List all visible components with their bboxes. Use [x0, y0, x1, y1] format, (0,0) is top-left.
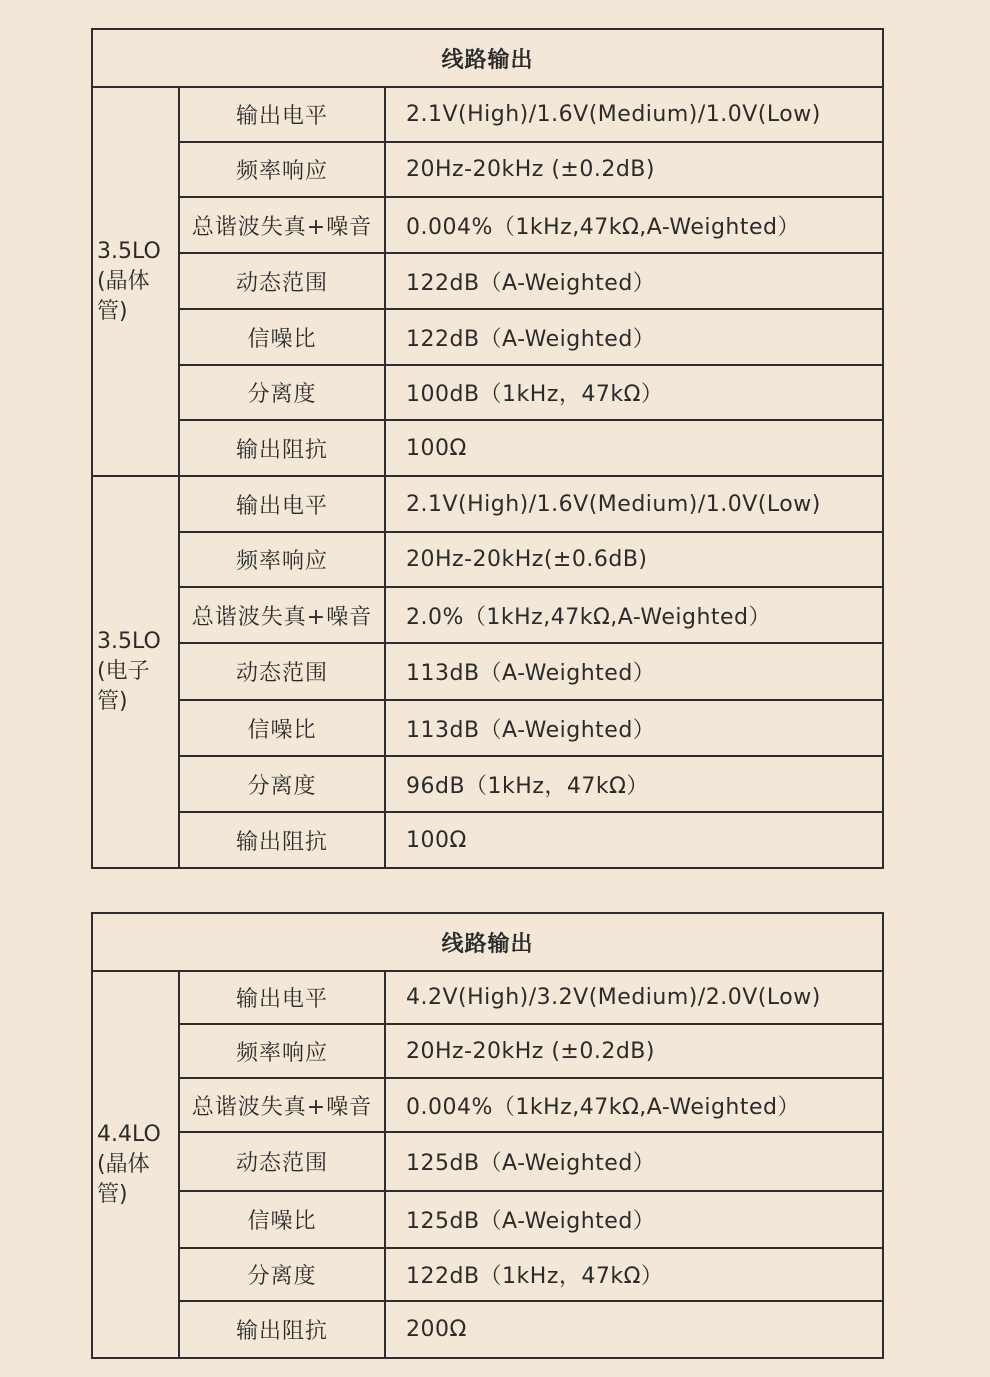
param-value: 200Ω — [385, 1301, 883, 1358]
param-value: 96dB（1kHz，47kΩ） — [385, 756, 883, 812]
param-value: 0.004%（1kHz,47kΩ,A-Weighted） — [385, 1078, 883, 1132]
table-row — [92, 756, 883, 812]
param-name: 信噪比 — [179, 1191, 385, 1248]
line-output-table-1 — [91, 28, 884, 869]
param-name: 频率响应 — [179, 1024, 385, 1078]
param-value: 20Hz-20kHz (±0.2dB) — [385, 1024, 883, 1078]
param-value: 122dB（A-Weighted） — [385, 253, 883, 309]
param-name: 总谐波失真+噪音 — [179, 197, 385, 253]
table-title: 线路输出 — [92, 29, 883, 87]
spec-group — [92, 971, 883, 1358]
param-name: 总谐波失真+噪音 — [179, 587, 385, 643]
group-label: 3.5LO (晶体 管) — [92, 87, 179, 476]
table-row — [92, 1132, 883, 1191]
param-value: 113dB（A-Weighted） — [385, 643, 883, 700]
param-value: 2.0%（1kHz,47kΩ,A-Weighted） — [385, 587, 883, 643]
table-row — [92, 142, 883, 197]
param-name: 输出阻抗 — [179, 1301, 385, 1358]
param-name: 频率响应 — [179, 532, 385, 587]
param-value: 100Ω — [385, 420, 883, 476]
param-name: 信噪比 — [179, 309, 385, 365]
table-row — [92, 309, 883, 365]
param-value: 113dB（A-Weighted） — [385, 700, 883, 756]
spec-group — [92, 87, 883, 476]
table-row — [92, 587, 883, 643]
table-header-row — [92, 913, 883, 971]
param-value: 125dB（A-Weighted） — [385, 1191, 883, 1248]
param-value: 4.2V(High)/3.2V(Medium)/2.0V(Low) — [385, 971, 883, 1024]
table-row — [92, 812, 883, 868]
table-row — [92, 420, 883, 476]
param-value: 122dB（1kHz，47kΩ） — [385, 1248, 883, 1301]
table-title: 线路输出 — [92, 913, 883, 971]
param-name: 动态范围 — [179, 1132, 385, 1191]
table-row — [92, 532, 883, 587]
table-row — [92, 1024, 883, 1078]
table-row — [92, 1301, 883, 1358]
param-value: 20Hz-20kHz (±0.2dB) — [385, 142, 883, 197]
table-row — [92, 1248, 883, 1301]
param-name: 输出阻抗 — [179, 812, 385, 868]
param-name: 动态范围 — [179, 643, 385, 700]
param-name: 输出电平 — [179, 87, 385, 142]
param-name: 频率响应 — [179, 142, 385, 197]
table-row — [92, 1078, 883, 1132]
table-row — [92, 971, 883, 1024]
param-name: 输出电平 — [179, 476, 385, 532]
param-name: 分离度 — [179, 365, 385, 420]
param-value: 20Hz-20kHz(±0.6dB) — [385, 532, 883, 587]
param-name: 输出阻抗 — [179, 420, 385, 476]
param-name: 分离度 — [179, 756, 385, 812]
param-value: 0.004%（1kHz,47kΩ,A-Weighted） — [385, 197, 883, 253]
param-value: 100Ω — [385, 812, 883, 868]
spec-group — [92, 476, 883, 868]
table-row — [92, 1191, 883, 1248]
param-value: 100dB（1kHz，47kΩ） — [385, 365, 883, 420]
param-value: 2.1V(High)/1.6V(Medium)/1.0V(Low) — [385, 476, 883, 532]
param-value: 2.1V(High)/1.6V(Medium)/1.0V(Low) — [385, 87, 883, 142]
param-value: 125dB（A-Weighted） — [385, 1132, 883, 1191]
table-row — [92, 365, 883, 420]
param-name: 总谐波失真+噪音 — [179, 1078, 385, 1132]
table-header-row — [92, 29, 883, 87]
table-row — [92, 87, 883, 142]
group-label: 4.4LO (晶体 管) — [92, 971, 179, 1358]
table-row — [92, 253, 883, 309]
param-value: 122dB（A-Weighted） — [385, 309, 883, 365]
table-row — [92, 643, 883, 700]
param-name: 分离度 — [179, 1248, 385, 1301]
line-output-table-2 — [91, 912, 884, 1359]
table-row — [92, 700, 883, 756]
param-name: 输出电平 — [179, 971, 385, 1024]
param-name: 信噪比 — [179, 700, 385, 756]
table-row — [92, 476, 883, 532]
group-label: 3.5LO (电子 管) — [92, 476, 179, 868]
param-name: 动态范围 — [179, 253, 385, 309]
table-row — [92, 197, 883, 253]
